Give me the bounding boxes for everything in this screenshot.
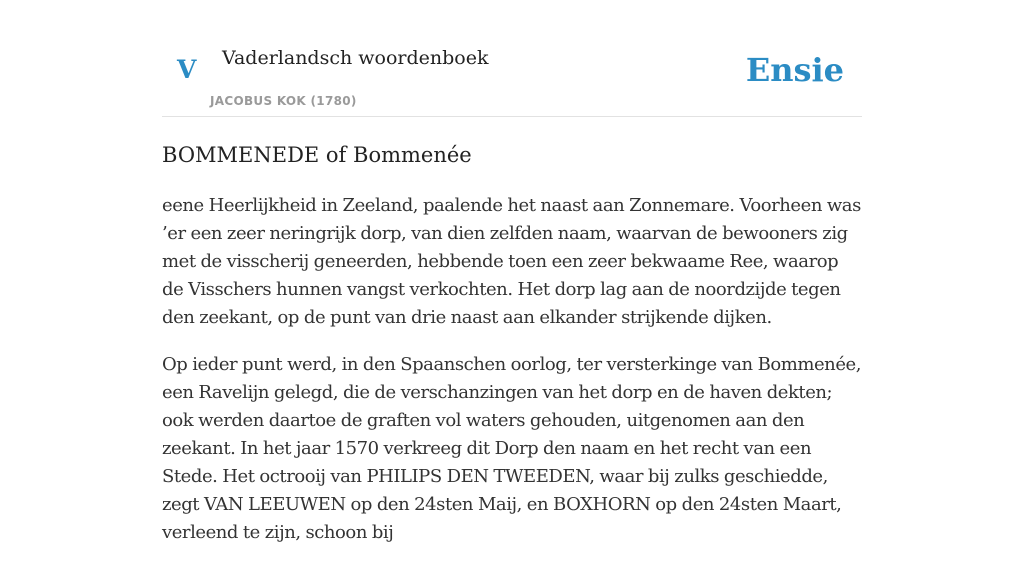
book-title[interactable]: Vaderlandsch woordenboek xyxy=(222,47,489,69)
book-author: JACOBUS KOK (1780) xyxy=(210,94,357,108)
entry-paragraph: Op ieder punt werd, in den Spaanschen oorlog, ter versterkinge van Bommenée, een Ravelijn gelegd, die de verschanzingen van het dorp en de haven dekten; ook werden daartoe de graften vol waters gehouden, uitgenomen aan den zeekant. In het jaar 1570 verkreeg dit Dorp den naam en het recht van een Stede. Het octrooij van PHILIPS DEN TWEEDEN, waar bij zulks geschiedde, zegt VAN LEEUWEN op den 24sten Maij, en BOXHORN op den 24sten Maart, verleend te zijn, schoon bij xyxy=(162,354,861,543)
header xyxy=(162,0,862,117)
index-letter[interactable]: V xyxy=(177,55,197,84)
ensie-logo-link[interactable]: Ensie xyxy=(745,51,844,89)
entry-paragraph: eene Heerlijkheid in Zeeland, paalende het naast aan Zonnemare. Voorheen was ’er een zeer neringrijk dorp, van dien zelfden naam, waarvan de bewooners zig met de visscherij geneerden, hebbende toen een zeer bekwaame Ree, waarop de Visschers hunnen vangst verkochten. Het dorp lag aan de noordzijde tegen den zeekant, op de punt van drie naast aan elkander strijkende dijken. xyxy=(162,195,861,328)
entry-title: BOMMENEDE of Bommenée xyxy=(162,143,472,167)
entry-body xyxy=(162,192,862,566)
page xyxy=(162,0,862,543)
